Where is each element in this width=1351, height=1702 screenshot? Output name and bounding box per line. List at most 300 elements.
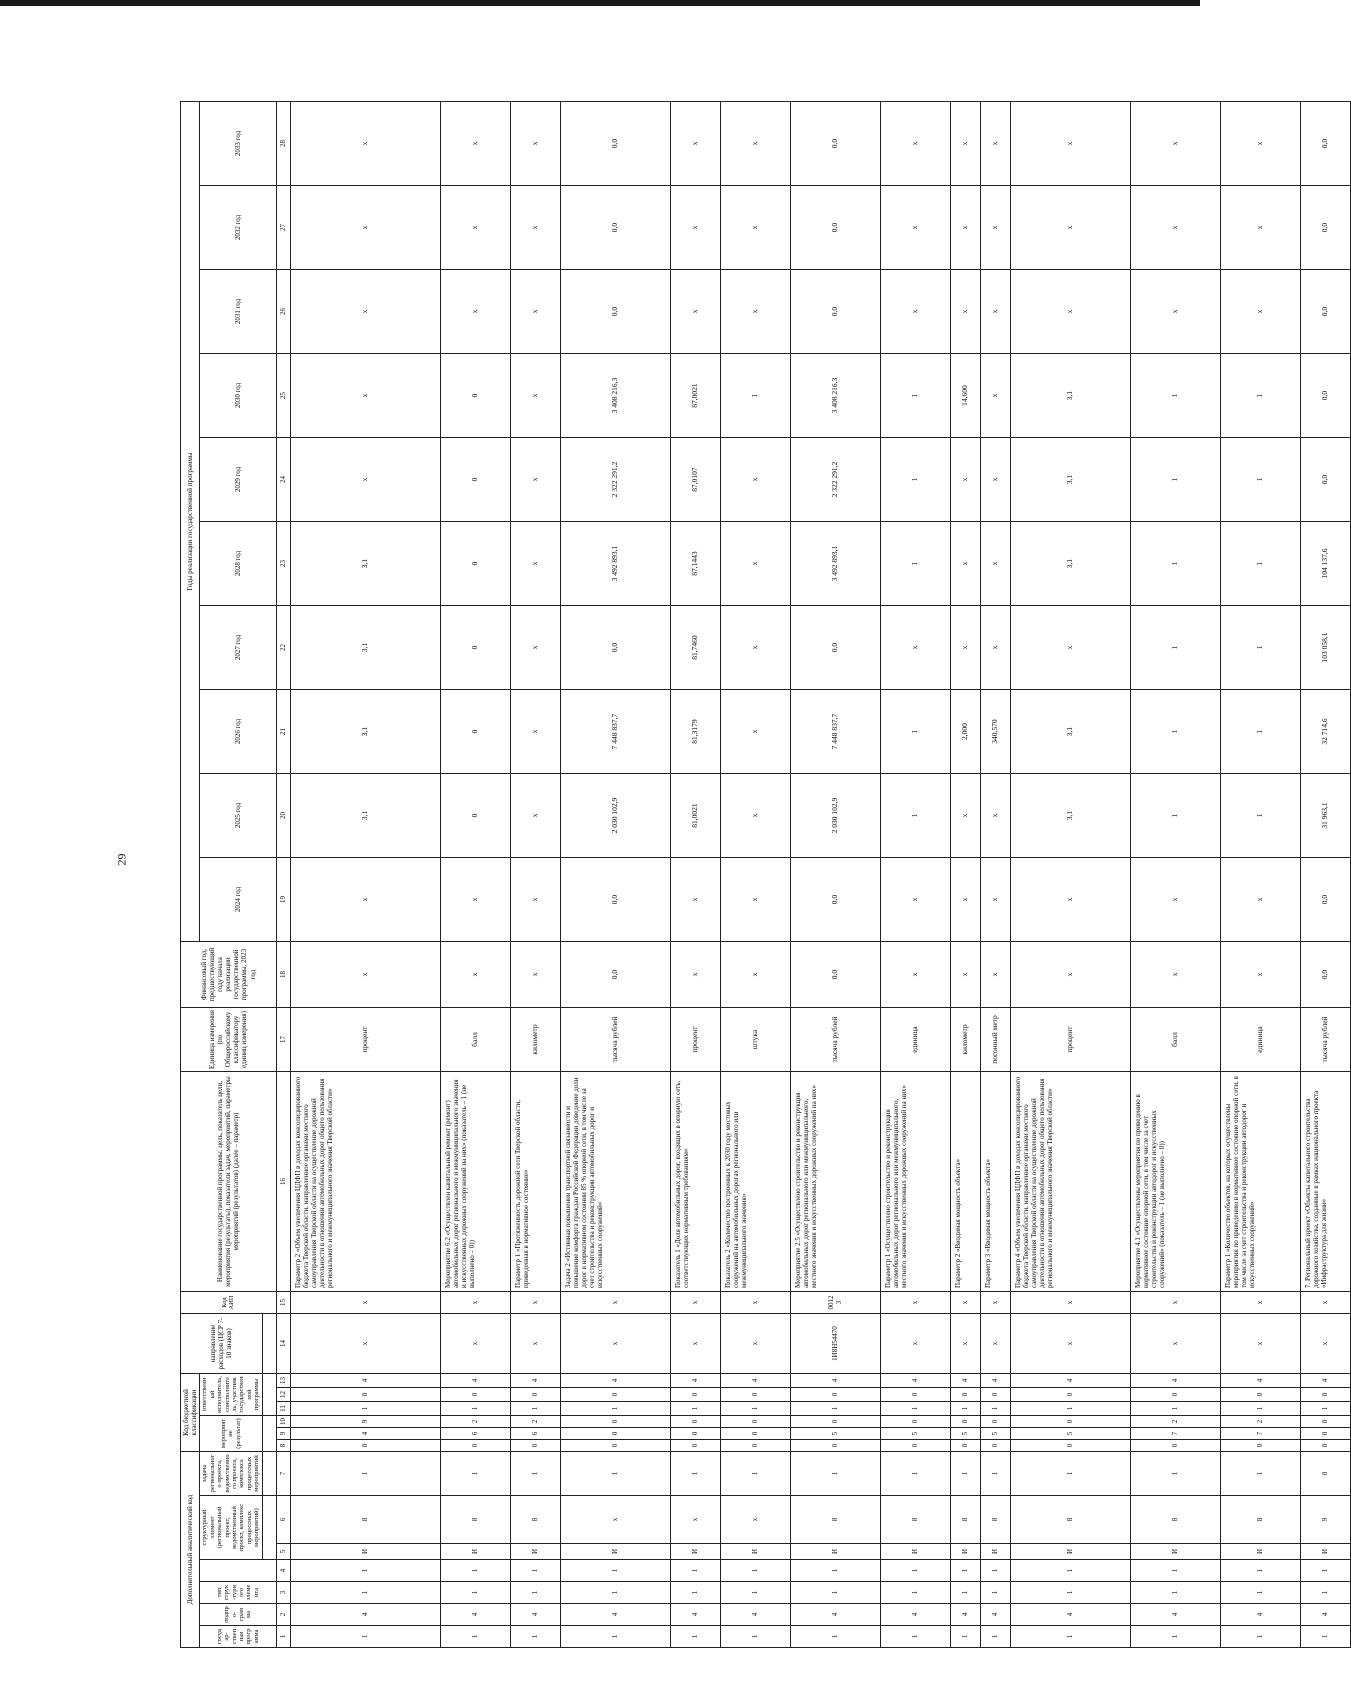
header-element-type: тип струк-турного элемента bbox=[200, 1582, 277, 1604]
year-value: х bbox=[880, 858, 950, 942]
code-cell: И bbox=[1300, 1544, 1350, 1560]
year-value: 1 bbox=[880, 774, 950, 858]
code-cell: 1 bbox=[1130, 1452, 1220, 1496]
table-row bbox=[790, 101, 880, 1647]
year-value: х bbox=[980, 354, 1010, 438]
code-cell: х bbox=[1300, 1292, 1350, 1314]
code-cell: 1 bbox=[720, 1626, 790, 1648]
year-value: х bbox=[290, 270, 440, 354]
code-cell: х bbox=[560, 1292, 670, 1314]
code-cell: 9 bbox=[1300, 1496, 1350, 1544]
row-fin-year-value: х bbox=[670, 942, 720, 1008]
year-value: х bbox=[1010, 606, 1130, 690]
code-cell: 4 bbox=[440, 1604, 510, 1626]
code-cell: И bbox=[670, 1544, 720, 1560]
code-cell: 0 bbox=[790, 1416, 880, 1428]
year-value: х bbox=[1130, 186, 1220, 270]
header-year-2024: 2024 год bbox=[200, 858, 277, 942]
code-cell: 0 bbox=[1130, 1440, 1220, 1452]
year-value: х bbox=[440, 101, 510, 185]
year-value: 0 bbox=[440, 354, 510, 438]
code-cell: 1 bbox=[720, 1560, 790, 1582]
table-row bbox=[1300, 101, 1350, 1647]
code-cell: 1 bbox=[790, 1402, 880, 1416]
code-cell: 8 bbox=[880, 1496, 950, 1544]
year-value: 3 492 893,1 bbox=[560, 522, 670, 606]
code-cell: 4 bbox=[510, 1604, 560, 1626]
year-value: х bbox=[720, 522, 790, 606]
code-cell: 1 bbox=[790, 1626, 880, 1648]
code-cell: 0 bbox=[720, 1388, 790, 1402]
year-value: х bbox=[510, 270, 560, 354]
year-value: 0,0 bbox=[1300, 101, 1350, 185]
code-cell: 4 bbox=[1220, 1604, 1300, 1626]
table-row bbox=[980, 101, 1010, 1647]
year-value: 0,0 bbox=[790, 858, 880, 942]
header-year-2031: 2031 год bbox=[200, 270, 277, 354]
year-value: 2 322 291,2 bbox=[790, 438, 880, 522]
year-value: х bbox=[1220, 101, 1300, 185]
year-value: х bbox=[950, 858, 980, 942]
header-subprogram: подпро-грамма bbox=[200, 1604, 277, 1626]
code-cell: 0 bbox=[880, 1388, 950, 1402]
year-value: х bbox=[510, 690, 560, 774]
code-cell: 1 bbox=[1130, 1582, 1220, 1604]
year-value: 31 963,1 bbox=[1300, 774, 1350, 858]
code-cell: 1 bbox=[950, 1452, 980, 1496]
year-value: 7 448 837,7 bbox=[790, 690, 880, 774]
code-cell: 1 bbox=[440, 1402, 510, 1416]
year-value: х bbox=[720, 606, 790, 690]
year-value: 32 714,6 bbox=[1300, 690, 1350, 774]
year-value: х bbox=[440, 858, 510, 942]
year-value: 3,1 bbox=[290, 606, 440, 690]
code-cell: х bbox=[510, 1314, 560, 1374]
year-value: х bbox=[980, 101, 1010, 185]
year-value: 0,0 bbox=[1300, 186, 1350, 270]
code-cell: 1 bbox=[1220, 1626, 1300, 1648]
code-cell: 0 bbox=[440, 1388, 510, 1402]
year-value: 0,0 bbox=[1300, 270, 1350, 354]
code-cell: И bbox=[720, 1544, 790, 1560]
code-cell: 2 bbox=[1130, 1416, 1220, 1428]
code-cell: 1 bbox=[290, 1582, 440, 1604]
code-cell: И bbox=[790, 1544, 880, 1560]
table-row bbox=[290, 101, 440, 1647]
year-value: х bbox=[290, 858, 440, 942]
year-value: х bbox=[1220, 270, 1300, 354]
year-value: х bbox=[1220, 858, 1300, 942]
year-value: 0,0 bbox=[560, 858, 670, 942]
column-number: 5 bbox=[276, 1544, 290, 1560]
row-unit: километр bbox=[950, 1008, 980, 1072]
row-name: Показатель 1 «Доля автомобильных дорог, входящих в опорную сеть, соответствующих нормативным требованиям» bbox=[670, 1072, 720, 1292]
code-cell: 5 bbox=[790, 1428, 880, 1440]
year-value: х bbox=[290, 438, 440, 522]
year-value: х bbox=[440, 186, 510, 270]
year-value: х bbox=[510, 774, 560, 858]
column-number: 17 bbox=[276, 1008, 290, 1072]
code-cell: 4 bbox=[1130, 1604, 1220, 1626]
code-cell: 4 bbox=[790, 1374, 880, 1388]
year-value: 81,7460 bbox=[670, 606, 720, 690]
code-cell: х bbox=[670, 1496, 720, 1544]
year-value: 3,1 bbox=[290, 522, 440, 606]
code-cell: 4 bbox=[880, 1374, 950, 1388]
year-value: 1 bbox=[1220, 606, 1300, 690]
code-cell: 1 bbox=[980, 1582, 1010, 1604]
code-cell: 4 bbox=[1300, 1374, 1350, 1388]
year-value: х bbox=[510, 354, 560, 438]
code-cell: И bbox=[980, 1544, 1010, 1560]
column-number: 8 bbox=[276, 1440, 290, 1452]
year-value: х bbox=[950, 606, 980, 690]
code-cell: 1 bbox=[290, 1560, 440, 1582]
code-cell: 1 bbox=[880, 1626, 950, 1648]
code-cell: 4 bbox=[950, 1374, 980, 1388]
year-value: 1 bbox=[1130, 354, 1220, 438]
page-number: 29 bbox=[114, 853, 129, 866]
code-cell: И bbox=[1220, 1544, 1300, 1560]
code-cell: 0 bbox=[950, 1388, 980, 1402]
code-cell: 0 bbox=[560, 1388, 670, 1402]
year-value: х bbox=[290, 186, 440, 270]
year-value: х bbox=[950, 186, 980, 270]
code-cell: 6 bbox=[510, 1428, 560, 1440]
row-name: 7. Региональный проект «Объекты капитального строительства дорожного хозяйства, созданные в рамках национального проекта «Инфраструктура для жизни» bbox=[1300, 1072, 1350, 1292]
year-value: х bbox=[510, 858, 560, 942]
code-cell: 1 bbox=[510, 1626, 560, 1648]
row-fin-year-value: 0,0 bbox=[560, 942, 670, 1008]
code-cell: И bbox=[510, 1544, 560, 1560]
table-row bbox=[440, 101, 510, 1647]
code-cell: 4 bbox=[1010, 1374, 1130, 1388]
code-cell: 1 bbox=[980, 1452, 1010, 1496]
column-number: 6 bbox=[276, 1496, 290, 1544]
column-number: 25 bbox=[276, 354, 290, 438]
code-cell: 2 bbox=[1220, 1416, 1300, 1428]
code-cell: 1 bbox=[670, 1560, 720, 1582]
year-value: х bbox=[670, 101, 720, 185]
row-name: Показатель 2 «Количество построенных к 2030 году мостовых сооружений на автомобильных дорогах регионального или межмуниципального значения» bbox=[720, 1072, 790, 1292]
year-value: х bbox=[980, 774, 1010, 858]
column-number: 16 bbox=[276, 1072, 290, 1292]
year-value: 104 137,6 bbox=[1300, 522, 1350, 606]
code-cell: х bbox=[1220, 1292, 1300, 1314]
code-cell: 0 bbox=[790, 1440, 880, 1452]
code-cell: 9 bbox=[290, 1416, 440, 1428]
year-value: 0,0 bbox=[560, 270, 670, 354]
code-cell: 7 bbox=[1130, 1428, 1220, 1440]
row-name: Параметр 1 «Количество объектов, на которых осуществлены мероприятия по приведению в нормативное состояние опорной сети, в том числе за счет строительства и реконструкции автодорог и искусственных сооружений» bbox=[1220, 1072, 1300, 1292]
header-year-2025: 2025 год bbox=[200, 774, 277, 858]
code-cell: 8 bbox=[980, 1496, 1010, 1544]
year-value: х bbox=[980, 858, 1010, 942]
column-number: 3 bbox=[276, 1582, 290, 1604]
column-number: 19 bbox=[276, 858, 290, 942]
year-value: 340,570 bbox=[980, 690, 1010, 774]
year-value: 0,0 bbox=[790, 606, 880, 690]
row-unit: процент bbox=[1010, 1008, 1130, 1072]
year-value: х bbox=[980, 270, 1010, 354]
row-name: Мероприятие 4.1 «Осуществлены мероприятия по приведению в нормативное состояние опорной сети, в том числе за счет строительства и реконструкции автодорог и искусственных сооружений» (показатель – 1 (не выполнено – 0)) bbox=[1130, 1072, 1220, 1292]
code-cell: 1 bbox=[950, 1582, 980, 1604]
code-cell: 1 bbox=[950, 1560, 980, 1582]
year-value: 0 bbox=[440, 606, 510, 690]
year-value: 87,0107 bbox=[670, 438, 720, 522]
year-value: 0,0 bbox=[790, 186, 880, 270]
column-number: 21 bbox=[276, 690, 290, 774]
code-cell: 4 bbox=[290, 1604, 440, 1626]
code-cell: 1И8Н54470 bbox=[790, 1314, 880, 1374]
year-value: х bbox=[510, 186, 560, 270]
code-cell: х bbox=[720, 1292, 790, 1314]
code-cell: 0 bbox=[560, 1428, 670, 1440]
year-value: 3,1 bbox=[290, 774, 440, 858]
year-value: 3 492 893,1 bbox=[790, 522, 880, 606]
code-cell: 0 bbox=[1300, 1416, 1350, 1428]
year-value: х bbox=[670, 186, 720, 270]
column-number: 7 bbox=[276, 1452, 290, 1496]
code-cell: 1 bbox=[510, 1582, 560, 1604]
code-cell: 0 bbox=[980, 1388, 1010, 1402]
code-cell: 8 bbox=[1220, 1496, 1300, 1544]
code-cell: 1 bbox=[1300, 1626, 1350, 1648]
column-number: 20 bbox=[276, 774, 290, 858]
header-resp-executor: ответственный исполнитель, соисполнитель, участник государственной программы bbox=[200, 1374, 263, 1416]
column-number: 28 bbox=[276, 101, 290, 185]
year-value: х bbox=[950, 522, 980, 606]
code-cell: 1 bbox=[1010, 1582, 1130, 1604]
row-fin-year-value: 0,0 bbox=[790, 942, 880, 1008]
row-name: Мероприятие 2.5 «Осуществлено строительство и реконструкция автомобильных дорог регионального или межмуниципального, местного значения и искусственных дорожных сооружений на них» bbox=[790, 1072, 880, 1292]
header-year-2030: 2030 год bbox=[200, 354, 277, 438]
year-value: 1 bbox=[1220, 774, 1300, 858]
code-cell: 4 bbox=[950, 1604, 980, 1626]
year-value: 3 408 216,3 bbox=[560, 354, 670, 438]
year-value: 1 bbox=[880, 438, 950, 522]
year-value: х bbox=[980, 438, 1010, 522]
header-name: Наименование государственной программы, цель, показатель цели, мероприятия (результаты), показатели задач, мероприятий, параметры мероприятий (результатов) (далее – параметр) bbox=[181, 1072, 277, 1292]
row-fin-year-value: х bbox=[290, 942, 440, 1008]
column-number: 10 bbox=[276, 1416, 290, 1428]
code-cell: х bbox=[290, 1292, 440, 1314]
code-cell: 1 bbox=[880, 1560, 950, 1582]
header-gp: государ-ственная программа bbox=[200, 1626, 277, 1648]
code-cell: х bbox=[720, 1314, 790, 1374]
header-year-2032: 2032 год bbox=[200, 186, 277, 270]
year-value: 1 bbox=[1130, 522, 1220, 606]
rotated-table-frame bbox=[180, 104, 1330, 1648]
year-value: х bbox=[1010, 101, 1130, 185]
row-unit: балл bbox=[1130, 1008, 1220, 1072]
row-name: Параметр 3 «Вводимая мощность объекта» bbox=[980, 1072, 1010, 1292]
code-cell: 1 bbox=[720, 1452, 790, 1496]
code-cell: 4 bbox=[980, 1374, 1010, 1388]
code-cell: 1 bbox=[720, 1402, 790, 1416]
code-cell: 8 bbox=[440, 1496, 510, 1544]
table-row bbox=[880, 101, 950, 1647]
code-cell: х bbox=[440, 1314, 510, 1374]
code-cell: х bbox=[1220, 1314, 1300, 1374]
code-cell: 1 bbox=[670, 1452, 720, 1496]
code-cell: х bbox=[290, 1314, 440, 1374]
code-cell: 0 bbox=[880, 1416, 950, 1428]
code-cell: х bbox=[510, 1292, 560, 1314]
year-value: х bbox=[510, 101, 560, 185]
header-task: задача регионального проекта, ведомственного проекта, комплекса процессных мероприятий bbox=[200, 1452, 263, 1496]
code-cell: 1 bbox=[880, 1452, 950, 1496]
code-cell: х bbox=[980, 1292, 1010, 1314]
code-cell: х bbox=[560, 1496, 670, 1544]
code-cell: 4 bbox=[560, 1374, 670, 1388]
year-value: х bbox=[980, 186, 1010, 270]
table-row bbox=[1130, 101, 1220, 1647]
code-cell: 5 bbox=[980, 1428, 1010, 1440]
code-cell: И bbox=[560, 1544, 670, 1560]
year-value: 1 bbox=[880, 354, 950, 438]
code-cell: 1 bbox=[1300, 1582, 1350, 1604]
code-cell: 1 bbox=[1010, 1402, 1130, 1416]
code-cell: 0 bbox=[950, 1440, 980, 1452]
code-cell: 0 bbox=[720, 1440, 790, 1452]
code-cell: 8 bbox=[290, 1496, 440, 1544]
code-cell: 1 bbox=[1220, 1402, 1300, 1416]
code-cell: 4 bbox=[290, 1374, 440, 1388]
code-cell: 0 bbox=[670, 1428, 720, 1440]
code-cell: 1 bbox=[980, 1626, 1010, 1648]
code-cell: х bbox=[440, 1292, 510, 1314]
year-value: 0 bbox=[440, 438, 510, 522]
code-cell: 0 bbox=[510, 1440, 560, 1452]
row-name: Задача 2 «Истинная повышения транспортной связанности и повышение комфорта граждан Российской Федерации доведение доли дорог в нормативном состоянии 85 % опорной сети, в том числе за счет строительства и реконструкции автомобильных дорог и искусственных сооружений» bbox=[560, 1072, 670, 1292]
code-cell: х bbox=[950, 1314, 980, 1374]
code-cell: х bbox=[880, 1292, 950, 1314]
year-value: 3,1 bbox=[1010, 522, 1130, 606]
year-value: 1 bbox=[1130, 774, 1220, 858]
code-cell: х bbox=[560, 1314, 670, 1374]
year-value: 1 bbox=[880, 522, 950, 606]
code-cell: И bbox=[440, 1544, 510, 1560]
code-cell: 2 bbox=[440, 1416, 510, 1428]
code-cell: 1 bbox=[510, 1402, 560, 1416]
row-unit: тысяча рублей bbox=[560, 1008, 670, 1072]
code-cell: 1 bbox=[440, 1582, 510, 1604]
year-value: х bbox=[1010, 186, 1130, 270]
code-cell: 0 bbox=[560, 1416, 670, 1428]
row-unit: штука bbox=[720, 1008, 790, 1072]
code-cell: 8 bbox=[1010, 1496, 1130, 1544]
year-value: 0,0 bbox=[1300, 438, 1350, 522]
code-cell: 8 bbox=[790, 1496, 880, 1544]
header-spacer bbox=[200, 1560, 277, 1582]
row-unit: балл bbox=[440, 1008, 510, 1072]
column-number: 4 bbox=[276, 1560, 290, 1582]
year-value: 0,0 bbox=[790, 101, 880, 185]
code-cell: 0 bbox=[670, 1440, 720, 1452]
column-number: 18 bbox=[276, 942, 290, 1008]
code-cell: 1 bbox=[560, 1582, 670, 1604]
header-blank-d bbox=[262, 1374, 276, 1416]
code-cell: 1 bbox=[1010, 1560, 1130, 1582]
code-cell: х bbox=[1130, 1314, 1220, 1374]
code-cell: 5 bbox=[950, 1428, 980, 1440]
year-value: х bbox=[440, 270, 510, 354]
year-value: х bbox=[1010, 270, 1130, 354]
code-cell: х bbox=[980, 1314, 1010, 1374]
row-fin-year-value: х bbox=[1130, 942, 1220, 1008]
year-value: х bbox=[950, 774, 980, 858]
code-cell: 8 bbox=[1130, 1496, 1220, 1544]
year-value: 87,1443 bbox=[670, 522, 720, 606]
code-cell: 4 bbox=[1220, 1374, 1300, 1388]
row-unit: процент bbox=[290, 1008, 440, 1072]
code-cell: 8 bbox=[950, 1496, 980, 1544]
code-cell: 4 bbox=[720, 1374, 790, 1388]
code-cell: 7 bbox=[1220, 1428, 1300, 1440]
row-name: Параметр 4 «Объем увеличения ЦДФП в доходах консолидированного бюджета Тверской области, направленное органами местного самоуправления Тверской области на осуществление дорожной деятельности в отношении автомобильных дорог общего пользования регионального и межмуниципального значения Тверской области» bbox=[1010, 1072, 1130, 1292]
code-cell: 0 bbox=[670, 1416, 720, 1428]
code-cell: х bbox=[670, 1314, 720, 1374]
year-value: х bbox=[670, 858, 720, 942]
row-fin-year-value: х bbox=[720, 942, 790, 1008]
code-cell: И bbox=[1130, 1544, 1220, 1560]
row-unit: тысяча рублей bbox=[1300, 1008, 1350, 1072]
code-cell: 0 bbox=[1300, 1452, 1350, 1496]
row-fin-year-value: х bbox=[440, 942, 510, 1008]
code-cell: И bbox=[290, 1544, 440, 1560]
code-cell: 0 bbox=[980, 1416, 1010, 1428]
year-value: 0,0 bbox=[1300, 858, 1350, 942]
row-name: Мероприятие 6.2 «Осуществлен капитальный ремонт (ремонт) автомобильных дорог регионального и межмуниципального значения и искусственных дорожных сооружений на них» (показатель – 1 (не выполнено – 0)) bbox=[440, 1072, 510, 1292]
code-cell: 4 bbox=[980, 1604, 1010, 1626]
scan-top-edge bbox=[0, 0, 1200, 6]
code-cell: 0 bbox=[290, 1388, 440, 1402]
year-value: 3,1 bbox=[1010, 690, 1130, 774]
year-value: х bbox=[1220, 186, 1300, 270]
year-value: 87,0021 bbox=[670, 354, 720, 438]
code-cell: 1 bbox=[790, 1582, 880, 1604]
header-add-code: Дополнительный аналитический код bbox=[181, 1452, 200, 1648]
code-cell: 0 bbox=[1300, 1440, 1350, 1452]
year-value: 1 bbox=[1130, 606, 1220, 690]
code-cell: 1 bbox=[440, 1452, 510, 1496]
year-value: 81,3179 bbox=[670, 690, 720, 774]
row-unit: погонный метр bbox=[980, 1008, 1010, 1072]
code-cell: 0 bbox=[880, 1440, 950, 1452]
column-number: 2 bbox=[276, 1604, 290, 1626]
code-cell: 4 bbox=[670, 1374, 720, 1388]
year-value: х bbox=[720, 438, 790, 522]
code-cell: 1 bbox=[790, 1560, 880, 1582]
year-value: 14,600 bbox=[950, 354, 980, 438]
code-cell: 4 bbox=[1300, 1604, 1350, 1626]
code-cell: 4 bbox=[790, 1604, 880, 1626]
code-cell: 1 bbox=[1220, 1560, 1300, 1582]
row-unit: процент bbox=[670, 1008, 720, 1072]
header-year-2028: 2028 год bbox=[200, 522, 277, 606]
row-name: Параметр 1 «Осуществлено строительство и реконструкция автомобильных дорог регионального или межмуниципального, местного значения и искусственных дорожных сооружений на них» bbox=[880, 1072, 950, 1292]
header-measure: мероприятие (результат) bbox=[200, 1416, 263, 1452]
year-value: 1 bbox=[1130, 438, 1220, 522]
column-number: 15 bbox=[276, 1292, 290, 1314]
code-cell: 1 bbox=[880, 1582, 950, 1604]
header-fin-year: Финансовый год, предшествующий году начала реализации государственной программы, 2023 год bbox=[181, 942, 277, 1008]
table-row bbox=[950, 101, 980, 1647]
code-cell: х bbox=[880, 1314, 950, 1374]
year-value: х bbox=[1010, 858, 1130, 942]
table-row bbox=[510, 101, 560, 1647]
